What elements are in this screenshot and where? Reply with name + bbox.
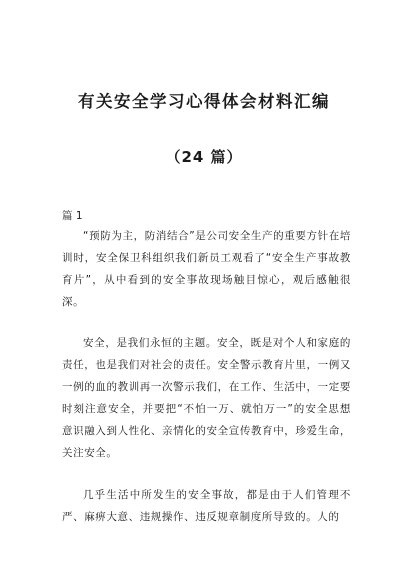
document-subtitle: （24 篇）	[165, 148, 243, 166]
document-title: 有关安全学习心得体会材料汇编	[78, 92, 330, 111]
section-label: 篇 1	[62, 210, 83, 222]
paragraph: 几乎生活中所发生的安全事故，都是由于人们管理不严、麻痹大意、违规操作、违反规章制度所导致的。人的	[62, 489, 351, 523]
paragraph: 安全，是我们永恒的主题。安全，既是对个人和家庭的责任，也是我们对社会的责任。安全警示教育片里，一例又一例的血的教训再一次警示我们，在工作、生活中，一定要时刻注意安全，并要把“不怕一万、就怕万一”的安全思想意识融入到人性化、亲情化的安全宣传教育中，珍爱生命，关注安全。	[62, 337, 351, 459]
paragraph: “预防为主，防消结合”是公司安全生产的重要方针在培训时，安全保卫科组织我们新员工观看了“安全生产事故教育片”，从中看到的安全事故现场触目惊心，观后感触很深。	[62, 230, 351, 308]
